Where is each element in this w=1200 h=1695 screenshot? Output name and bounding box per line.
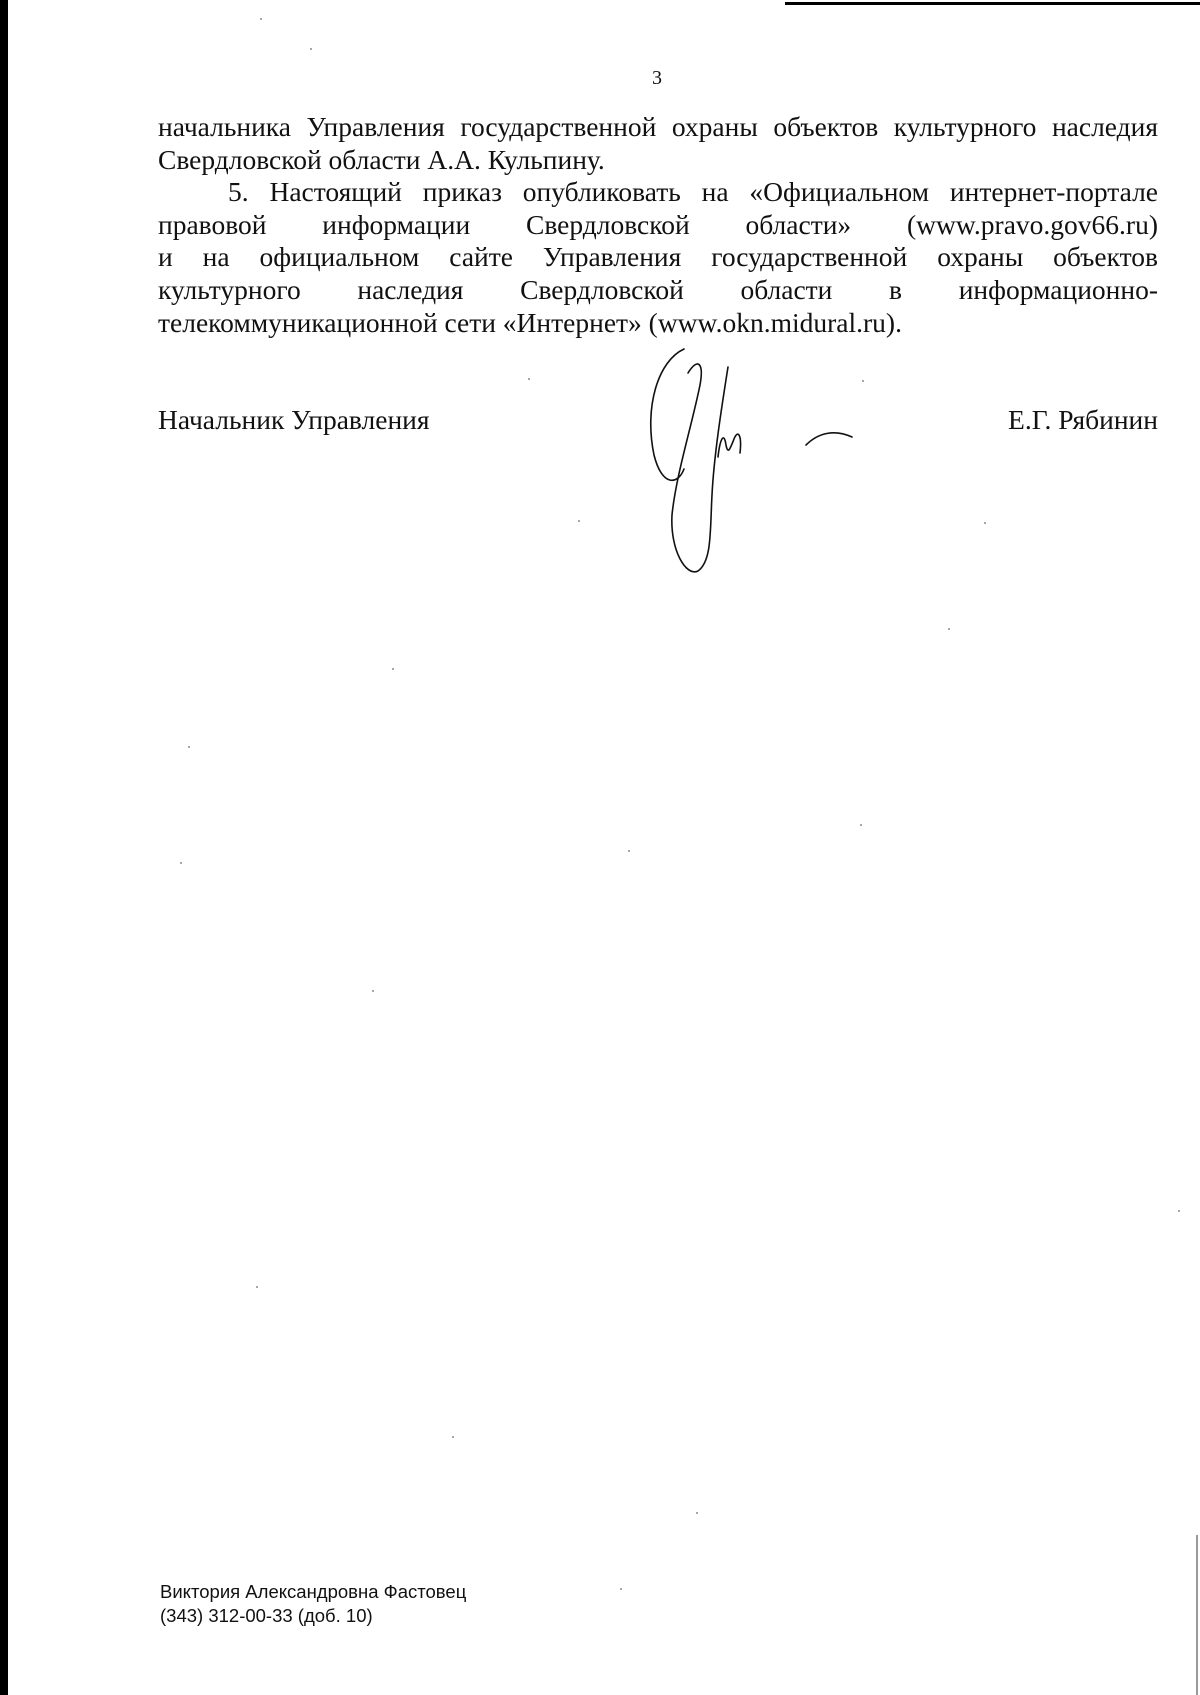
scan-border-left bbox=[0, 0, 8, 1695]
scan-speck bbox=[188, 746, 190, 748]
scan-speck bbox=[310, 48, 312, 50]
scan-speck bbox=[180, 862, 182, 864]
scan-speck bbox=[948, 628, 950, 630]
executor-name: Виктория Александровна Фастовец bbox=[160, 1581, 467, 1602]
document-body bbox=[158, 111, 1158, 339]
signatory-position: Начальник Управления bbox=[158, 404, 430, 435]
executor-info bbox=[160, 1580, 466, 1628]
scan-speck bbox=[528, 378, 530, 380]
page-number: 3 bbox=[652, 67, 662, 89]
scan-speck bbox=[696, 1512, 698, 1514]
scan-speck bbox=[372, 990, 374, 992]
scan-speck bbox=[862, 380, 864, 382]
handwritten-signature bbox=[640, 345, 870, 585]
scan-speck bbox=[628, 850, 630, 852]
scan-speck bbox=[256, 1286, 258, 1288]
scan-speck bbox=[392, 668, 394, 670]
scan-speck bbox=[260, 18, 262, 20]
paragraph-line: и на официальном сайте Управления государственной охраны объектов bbox=[158, 241, 1158, 273]
scan-speck bbox=[984, 522, 986, 524]
paragraph-line: начальника Управления государственной охраны объектов культурного наследия bbox=[158, 111, 1158, 142]
scan-speck bbox=[578, 520, 580, 522]
scan-border-right bbox=[1196, 1535, 1198, 1695]
executor-phone: (343) 312-00-33 (доб. 10) bbox=[160, 1605, 373, 1626]
scan-speck bbox=[860, 824, 862, 826]
paragraph-line: правовой информации Свердловской области» (www.pravo.gov66.ru) bbox=[158, 208, 1158, 240]
paragraph-line: телекоммуникационной сети «Интернет» (www.okn.midural.ru). bbox=[158, 306, 902, 338]
paragraph-line: культурного наследия Свердловской области в информационно- bbox=[158, 273, 1158, 305]
signatory-name: Е.Г. Рябинин bbox=[1008, 404, 1158, 435]
scan-speck bbox=[452, 1436, 454, 1438]
paragraph-line: 5. Настоящий приказ опубликовать на «Официальном интернет-портале bbox=[228, 176, 1158, 208]
scan-speck bbox=[620, 1588, 622, 1590]
scan-speck bbox=[1178, 1210, 1180, 1212]
paragraph-line: Свердловской области А.А. Кульпину. bbox=[158, 143, 605, 175]
scan-border-top bbox=[785, 2, 1200, 5]
